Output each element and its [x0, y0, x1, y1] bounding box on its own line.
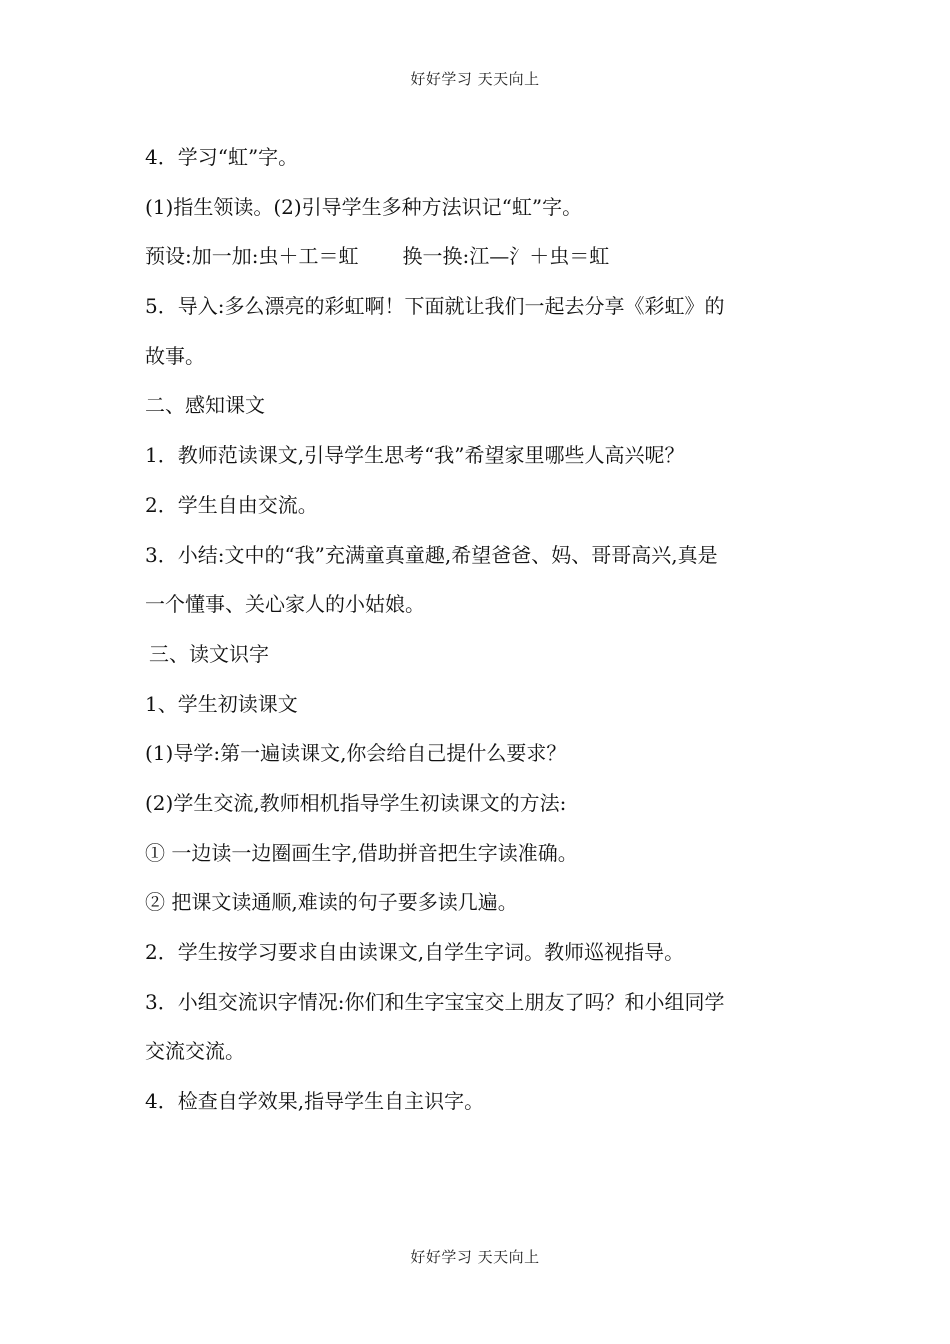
text-segment: 换一换:江—氵＋虫＝虹	[402, 244, 610, 269]
text-line: (2)学生交流,教师相机指导学生初读课文的方法:	[145, 790, 567, 815]
text-line: 4．学习“虹”字。	[145, 145, 299, 169]
page-footer: 好好学习 天天向上	[410, 1248, 540, 1266]
text-line: 5．导入:多么漂亮的彩虹啊！下面就让我们一起去分享《彩虹》的	[145, 294, 725, 319]
text-segment: 预设:加一加:虫＋工＝虹	[145, 244, 359, 269]
page-header: 好好学习 天天向上	[410, 70, 540, 88]
text-line: (1)指生领读。(2)引导学生多种方法识记“虹”字。	[145, 194, 583, 219]
section-heading: 三、读文识字	[149, 641, 269, 666]
text-line: 2．学生自由交流。	[145, 492, 318, 517]
text-line: ② 把课文读通顺,难读的句子要多读几遍。	[145, 890, 518, 915]
text-line: (1)导学:第一遍读课文,你会给自己提什么要求？	[145, 741, 567, 766]
text-line: 3．小组交流识字情况:你们和生字宝宝交上朋友了吗？和小组同学	[145, 989, 725, 1014]
text-line: 交流交流。	[145, 1039, 245, 1064]
text-line: 1、学生初读课文	[145, 691, 298, 716]
text-line: 一个懂事、关心家人的小姑娘。	[145, 592, 425, 617]
text-line: 4．检查自学效果,指导学生自主识字。	[145, 1089, 485, 1114]
text-line: ① 一边读一边圈画生字,借助拼音把生字读准确。	[145, 840, 578, 865]
text-line: 1．教师范读课文,引导学生思考“我”希望家里哪些人高兴呢？	[145, 443, 685, 468]
section-heading: 二、感知课文	[145, 393, 265, 418]
document-body	[145, 133, 810, 1127]
text-line: 3．小结:文中的“我”充满童真童趣,希望爸爸、妈、哥哥高兴,真是	[145, 542, 718, 567]
text-line: 2．学生按学习要求自由读课文,自学生字词。教师巡视指导。	[145, 940, 685, 964]
text-line: 故事。	[145, 343, 205, 368]
text-line	[145, 232, 810, 282]
